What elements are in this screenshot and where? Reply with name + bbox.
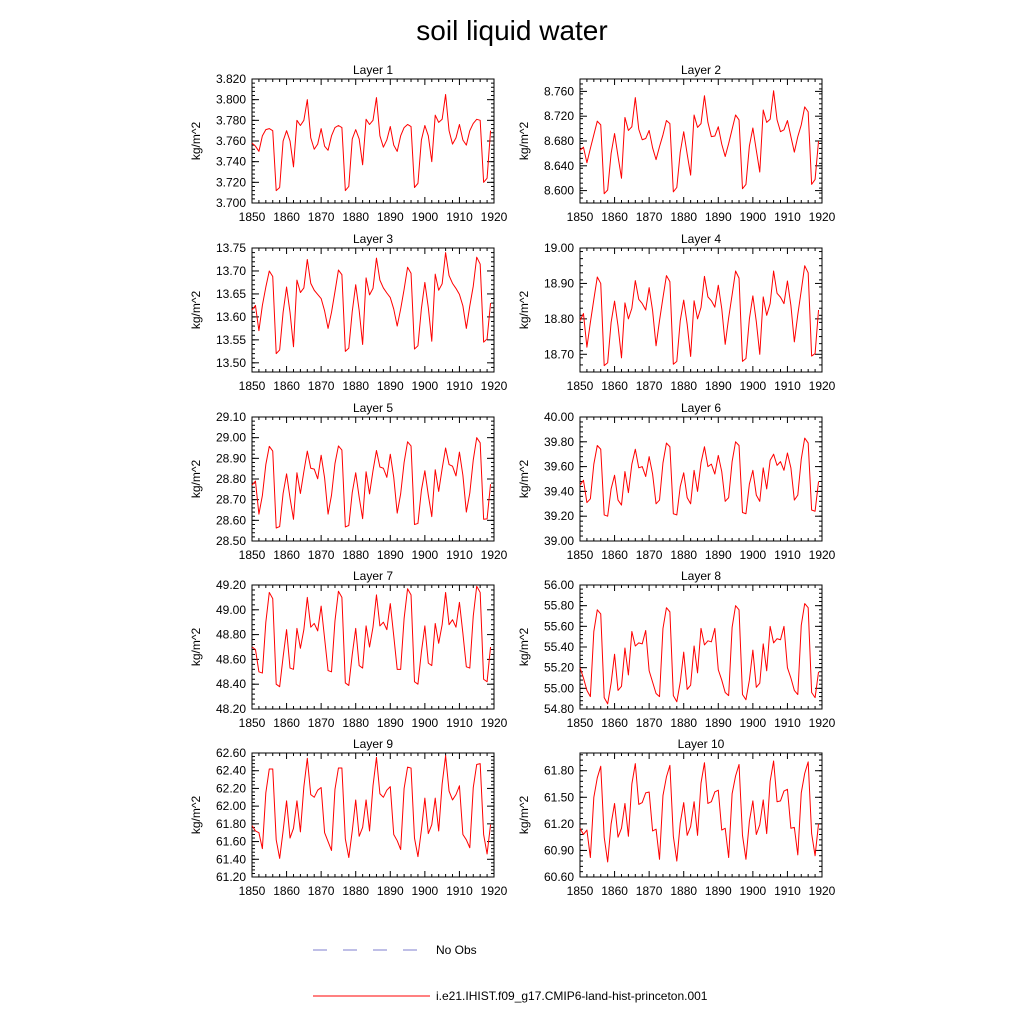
y-tick-label: 55.00 bbox=[543, 681, 574, 696]
x-tick-label: 1920 bbox=[480, 548, 508, 562]
y-tick-label: 3.740 bbox=[215, 154, 246, 169]
x-tick-label: 1870 bbox=[635, 548, 663, 562]
panel-title: Layer 2 bbox=[680, 63, 722, 77]
y-tick-label: 28.70 bbox=[215, 492, 246, 507]
y-tick-label: 13.75 bbox=[215, 241, 246, 255]
y-tick-label: 18.70 bbox=[543, 347, 574, 362]
plot-frame bbox=[580, 79, 822, 203]
x-tick-label: 1900 bbox=[411, 379, 439, 393]
chart-panel-4 bbox=[517, 232, 836, 393]
y-axis-label: kg/m^2 bbox=[517, 290, 531, 330]
y-axis-label: kg/m^2 bbox=[189, 290, 203, 330]
y-tick-label: 54.80 bbox=[543, 702, 574, 716]
y-tick-label: 39.80 bbox=[543, 434, 574, 449]
x-tick-label: 1910 bbox=[774, 884, 801, 898]
x-tick-label: 1900 bbox=[411, 548, 439, 562]
x-tick-label: 1880 bbox=[342, 379, 370, 393]
y-tick-label: 13.60 bbox=[215, 309, 246, 324]
x-tick-label: 1910 bbox=[446, 210, 473, 224]
x-tick-label: 1910 bbox=[446, 548, 473, 562]
series-line bbox=[252, 438, 491, 528]
x-tick-label: 1900 bbox=[739, 716, 767, 730]
panel-title: Layer 4 bbox=[680, 232, 722, 246]
panels-group bbox=[189, 63, 836, 898]
chart-panel-5 bbox=[189, 401, 508, 562]
x-tick-label: 1880 bbox=[670, 210, 698, 224]
x-tick-label: 1890 bbox=[704, 379, 732, 393]
y-tick-label: 8.600 bbox=[543, 183, 574, 198]
y-tick-label: 8.760 bbox=[543, 84, 574, 99]
series-line bbox=[252, 586, 491, 686]
y-tick-label: 13.55 bbox=[215, 332, 246, 347]
x-tick-label: 1870 bbox=[635, 716, 663, 730]
x-tick-label: 1860 bbox=[601, 210, 628, 224]
y-tick-label: 3.820 bbox=[215, 72, 246, 86]
x-tick-label: 1900 bbox=[739, 884, 767, 898]
figure-title: soil liquid water bbox=[416, 15, 608, 46]
x-tick-label: 1920 bbox=[808, 548, 836, 562]
y-tick-label: 13.65 bbox=[215, 286, 246, 301]
y-tick-label: 18.90 bbox=[543, 276, 574, 291]
y-axis-label: kg/m^2 bbox=[517, 121, 531, 161]
chart-panel-3 bbox=[189, 232, 508, 393]
x-tick-label: 1890 bbox=[376, 884, 404, 898]
legend-obs-label: No Obs bbox=[436, 943, 477, 957]
series-line bbox=[580, 266, 819, 366]
y-tick-label: 28.80 bbox=[215, 472, 246, 486]
chart-panel-6 bbox=[517, 401, 836, 562]
y-tick-label: 49.20 bbox=[215, 578, 246, 592]
x-tick-label: 1920 bbox=[480, 716, 508, 730]
y-tick-label: 61.20 bbox=[543, 816, 574, 831]
y-tick-label: 28.90 bbox=[215, 451, 246, 466]
x-tick-label: 1920 bbox=[480, 210, 508, 224]
x-tick-label: 1860 bbox=[273, 548, 300, 562]
x-tick-label: 1850 bbox=[238, 884, 266, 898]
y-tick-label: 48.20 bbox=[215, 702, 246, 716]
y-tick-label: 61.80 bbox=[543, 763, 574, 778]
x-tick-label: 1870 bbox=[307, 379, 335, 393]
panel-title: Layer 7 bbox=[352, 569, 394, 583]
x-tick-label: 1850 bbox=[566, 210, 594, 224]
x-tick-label: 1860 bbox=[601, 716, 628, 730]
y-tick-label: 39.20 bbox=[543, 509, 574, 524]
y-tick-label: 49.00 bbox=[215, 602, 246, 617]
y-axis-label: kg/m^2 bbox=[517, 795, 531, 835]
y-tick-label: 39.60 bbox=[543, 459, 574, 474]
chart-panel-1 bbox=[189, 63, 508, 224]
x-tick-label: 1880 bbox=[670, 379, 698, 393]
y-axis-label: kg/m^2 bbox=[189, 459, 203, 499]
panel-title: Layer 3 bbox=[352, 232, 394, 246]
y-tick-label: 61.50 bbox=[543, 790, 574, 805]
y-tick-label: 19.00 bbox=[543, 241, 574, 255]
x-tick-label: 1920 bbox=[808, 716, 836, 730]
x-tick-label: 1860 bbox=[273, 716, 300, 730]
x-tick-label: 1920 bbox=[808, 379, 836, 393]
y-tick-label: 55.80 bbox=[543, 598, 574, 613]
y-tick-label: 28.60 bbox=[215, 513, 246, 528]
x-tick-label: 1880 bbox=[342, 716, 370, 730]
y-tick-label: 39.00 bbox=[543, 534, 574, 548]
x-tick-label: 1910 bbox=[446, 884, 473, 898]
y-tick-label: 3.760 bbox=[215, 134, 246, 148]
y-tick-label: 60.90 bbox=[543, 843, 574, 858]
y-axis-label: kg/m^2 bbox=[189, 795, 203, 835]
y-tick-label: 48.80 bbox=[215, 627, 246, 642]
y-tick-label: 13.70 bbox=[215, 263, 246, 278]
x-tick-label: 1890 bbox=[376, 210, 404, 224]
y-tick-label: 13.50 bbox=[215, 355, 246, 370]
x-tick-label: 1850 bbox=[566, 379, 594, 393]
legend bbox=[313, 943, 708, 1003]
x-tick-label: 1860 bbox=[273, 884, 300, 898]
x-tick-label: 1890 bbox=[376, 716, 404, 730]
panel-title: Layer 5 bbox=[352, 401, 394, 415]
chart-panel-2 bbox=[517, 63, 836, 224]
y-tick-label: 62.20 bbox=[215, 781, 246, 796]
x-tick-label: 1850 bbox=[566, 884, 594, 898]
legend-model-label: i.e21.IHIST.f09_g17.CMIP6-land-hist-princeton.001 bbox=[436, 989, 708, 1003]
x-tick-label: 1890 bbox=[704, 210, 732, 224]
x-tick-label: 1890 bbox=[376, 548, 404, 562]
y-tick-label: 62.40 bbox=[215, 763, 246, 778]
y-tick-label: 62.00 bbox=[215, 799, 246, 814]
y-axis-label: kg/m^2 bbox=[517, 459, 531, 499]
x-tick-label: 1910 bbox=[446, 379, 473, 393]
x-tick-label: 1920 bbox=[808, 884, 836, 898]
plot-frame bbox=[252, 248, 494, 372]
x-tick-label: 1880 bbox=[670, 716, 698, 730]
x-tick-label: 1850 bbox=[238, 210, 266, 224]
x-tick-label: 1910 bbox=[774, 210, 801, 224]
y-tick-label: 18.80 bbox=[543, 311, 574, 326]
series-line bbox=[580, 604, 819, 704]
y-tick-label: 55.60 bbox=[543, 619, 574, 634]
y-tick-label: 62.60 bbox=[215, 746, 246, 760]
y-tick-label: 55.20 bbox=[543, 660, 574, 675]
panel-title: Layer 8 bbox=[680, 569, 722, 583]
x-tick-label: 1880 bbox=[342, 548, 370, 562]
y-tick-label: 48.60 bbox=[215, 652, 246, 667]
panel-title: Layer 1 bbox=[352, 63, 394, 77]
x-tick-label: 1910 bbox=[774, 548, 801, 562]
x-tick-label: 1880 bbox=[670, 884, 698, 898]
chart-panel-9 bbox=[189, 737, 508, 898]
x-tick-label: 1900 bbox=[739, 548, 767, 562]
chart-panel-8 bbox=[517, 569, 836, 730]
series-line bbox=[580, 438, 819, 516]
y-axis-label: kg/m^2 bbox=[517, 627, 531, 667]
x-tick-label: 1920 bbox=[480, 884, 508, 898]
y-tick-label: 56.00 bbox=[543, 578, 574, 592]
x-tick-label: 1900 bbox=[739, 210, 767, 224]
panel-title: Layer 6 bbox=[680, 401, 722, 415]
plot-frame bbox=[252, 79, 494, 203]
y-tick-label: 28.50 bbox=[215, 534, 246, 548]
x-tick-label: 1860 bbox=[601, 548, 628, 562]
y-axis-label: kg/m^2 bbox=[189, 121, 203, 161]
y-tick-label: 29.10 bbox=[215, 410, 246, 424]
x-tick-label: 1920 bbox=[480, 379, 508, 393]
chart-panel-10 bbox=[517, 737, 836, 898]
x-tick-label: 1850 bbox=[238, 548, 266, 562]
x-tick-label: 1900 bbox=[411, 884, 439, 898]
x-tick-label: 1860 bbox=[601, 379, 628, 393]
x-tick-label: 1890 bbox=[704, 716, 732, 730]
y-tick-label: 3.800 bbox=[215, 92, 246, 107]
y-tick-label: 39.40 bbox=[543, 484, 574, 499]
x-tick-label: 1910 bbox=[774, 379, 801, 393]
x-tick-label: 1850 bbox=[566, 548, 594, 562]
y-tick-label: 61.80 bbox=[215, 816, 246, 831]
x-tick-label: 1920 bbox=[808, 210, 836, 224]
x-tick-label: 1860 bbox=[601, 884, 628, 898]
x-tick-label: 1870 bbox=[307, 716, 335, 730]
y-tick-label: 55.40 bbox=[543, 640, 574, 654]
x-tick-label: 1890 bbox=[704, 884, 732, 898]
x-tick-label: 1880 bbox=[342, 210, 370, 224]
x-tick-label: 1890 bbox=[376, 379, 404, 393]
y-tick-label: 60.60 bbox=[543, 870, 574, 884]
y-tick-label: 61.20 bbox=[215, 870, 246, 884]
x-tick-label: 1850 bbox=[566, 716, 594, 730]
y-tick-label: 8.720 bbox=[543, 109, 574, 124]
y-tick-label: 3.700 bbox=[215, 196, 246, 210]
x-tick-label: 1910 bbox=[446, 716, 473, 730]
y-tick-label: 61.40 bbox=[215, 852, 246, 867]
x-tick-label: 1900 bbox=[411, 210, 439, 224]
x-tick-label: 1900 bbox=[411, 716, 439, 730]
x-tick-label: 1870 bbox=[307, 210, 335, 224]
series-line bbox=[252, 756, 491, 859]
y-tick-label: 29.00 bbox=[215, 430, 246, 445]
x-tick-label: 1880 bbox=[342, 884, 370, 898]
x-tick-label: 1860 bbox=[273, 210, 300, 224]
plot-frame bbox=[580, 417, 822, 541]
plot-frame bbox=[252, 417, 494, 541]
y-tick-label: 61.60 bbox=[215, 834, 246, 849]
y-tick-label: 40.00 bbox=[543, 410, 574, 424]
series-line bbox=[580, 761, 819, 862]
plot-frame bbox=[580, 753, 822, 877]
series-line bbox=[252, 95, 491, 191]
chart-panel-7 bbox=[189, 569, 508, 730]
x-tick-label: 1870 bbox=[635, 210, 663, 224]
y-tick-label: 8.640 bbox=[543, 158, 574, 173]
series-line bbox=[580, 91, 819, 194]
x-tick-label: 1850 bbox=[238, 379, 266, 393]
x-tick-label: 1870 bbox=[635, 379, 663, 393]
y-axis-label: kg/m^2 bbox=[189, 627, 203, 667]
y-tick-label: 3.780 bbox=[215, 113, 246, 128]
x-tick-label: 1870 bbox=[307, 884, 335, 898]
x-tick-label: 1900 bbox=[739, 379, 767, 393]
y-tick-label: 8.680 bbox=[543, 134, 574, 148]
panel-title: Layer 9 bbox=[352, 737, 394, 751]
y-tick-label: 48.40 bbox=[215, 677, 246, 692]
y-tick-label: 3.720 bbox=[215, 175, 246, 190]
x-tick-label: 1890 bbox=[704, 548, 732, 562]
series-line bbox=[252, 253, 491, 354]
x-tick-label: 1910 bbox=[774, 716, 801, 730]
x-tick-label: 1880 bbox=[670, 548, 698, 562]
x-tick-label: 1860 bbox=[273, 379, 300, 393]
x-tick-label: 1850 bbox=[238, 716, 266, 730]
panel-title: Layer 10 bbox=[677, 737, 725, 751]
x-tick-label: 1870 bbox=[635, 884, 663, 898]
x-tick-label: 1870 bbox=[307, 548, 335, 562]
